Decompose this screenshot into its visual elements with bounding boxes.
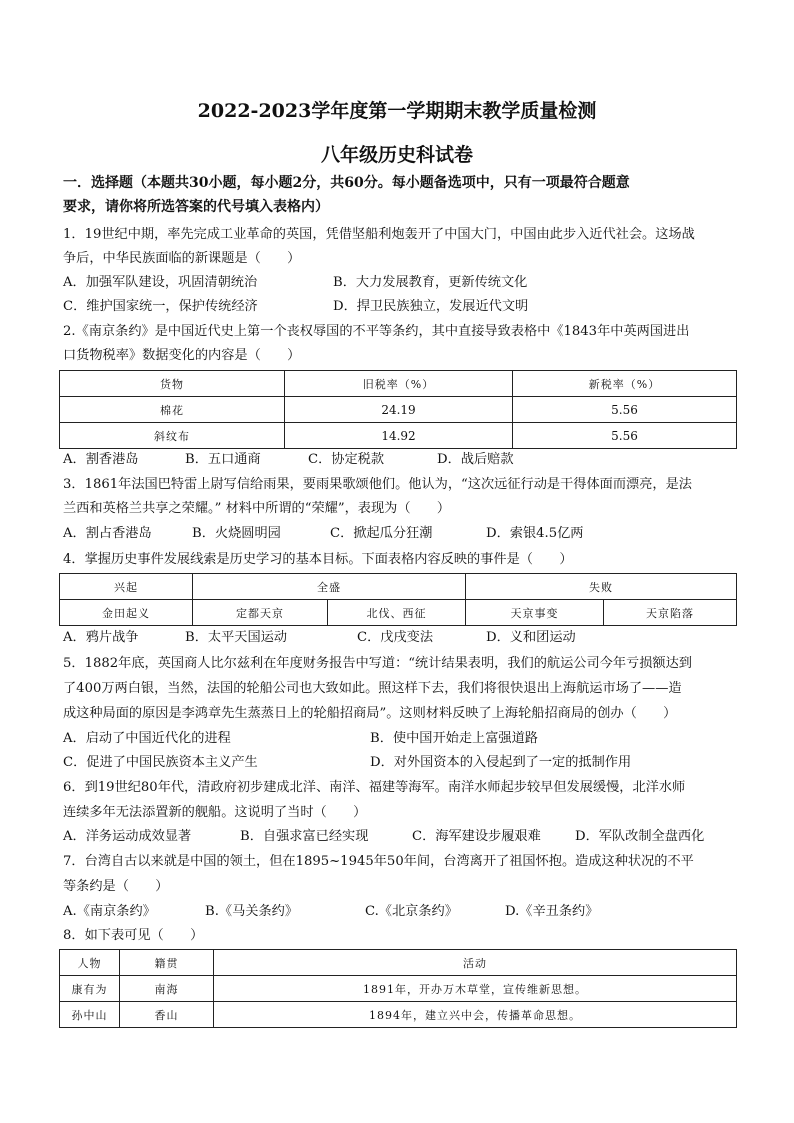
table-header: 货物 bbox=[60, 371, 285, 397]
table-header: 兴起 bbox=[60, 574, 193, 600]
table-header: 新税率（%） bbox=[513, 371, 737, 397]
q6-option-a: A．洋务运动成效显著 bbox=[63, 829, 192, 844]
question-1-stem-cont: 争后，中华民族面临的新课题是（ ） bbox=[63, 251, 301, 266]
table-cell: 南海 bbox=[120, 976, 214, 1002]
q5-option-c: C．促进了中国民族资本主义产生 bbox=[63, 755, 258, 770]
q6-option-d: D．军队改制全盘西化 bbox=[575, 829, 705, 844]
table-cell: 1891年，开办万木草堂，宣传维新思想。 bbox=[214, 976, 737, 1002]
q4-option-a: A．鸦片战争 bbox=[63, 630, 139, 645]
question-6-stem: 6．到19世纪80年代，清政府初步建成北洋、南洋、福建等海军。南洋水师起步较早但发展缓慢，北洋水师 bbox=[63, 780, 686, 795]
q6-option-c: C．海军建设步履艰难 bbox=[412, 829, 541, 844]
question-5-stem-cont: 成这种局面的原因是李鸿章先生蒸蒸日上的轮船招商局”。这则材料反映了上海轮船招商局的创办（ ） bbox=[63, 706, 677, 721]
q3-option-d: D．索银4.5亿两 bbox=[486, 526, 584, 541]
q7-option-a: A.《南京条约》 bbox=[63, 904, 156, 919]
table-cell: 5.56 bbox=[513, 423, 737, 449]
q3-option-b: B．火烧圆明园 bbox=[192, 526, 281, 541]
q4-option-c: C．戊戌变法 bbox=[357, 630, 434, 645]
question-3-stem-cont: 兰西和英格兰共享之荣耀。” 材料中所谓的“荣耀”，表现为（ ） bbox=[63, 501, 451, 516]
exam-subtitle: 八年级历史科试卷 bbox=[320, 144, 473, 166]
table-cell: 5.56 bbox=[513, 397, 737, 423]
q7-option-c: C.《北京条约》 bbox=[365, 904, 458, 919]
table-header: 失败 bbox=[466, 574, 737, 600]
q3-option-c: C．掀起瓜分狂潮 bbox=[330, 526, 433, 541]
q4-option-b: B．太平天国运动 bbox=[185, 630, 288, 645]
q2-option-d: D．战后赔款 bbox=[437, 452, 514, 467]
table-cell: 康有为 bbox=[60, 976, 120, 1002]
q2-option-a: A．割香港岛 bbox=[63, 452, 139, 467]
q5-option-a: A．启动了中国近代化的进程 bbox=[63, 731, 231, 746]
table-cell: 棉花 bbox=[60, 397, 285, 423]
taiping-table bbox=[59, 573, 737, 626]
table-cell: 1894年，建立兴中会，传播革命思想。 bbox=[214, 1002, 737, 1028]
exam-title: 2022-2023学年度第一学期期末教学质量检测 bbox=[197, 100, 597, 122]
question-2-stem: 2.《南京条约》是中国近代史上第一个丧权辱国的不平等条约，其中直接导致表格中《1843年中英两国进出 bbox=[63, 324, 690, 339]
table-cell: 24.19 bbox=[285, 397, 513, 423]
question-7-stem-cont: 等条约是（ ） bbox=[63, 879, 169, 894]
q5-option-d: D．对外国资本的入侵起到了一定的抵制作用 bbox=[370, 755, 632, 770]
question-7-stem: 7．台湾自古以来就是中国的领土，但在1895~1945年50年间，台湾离开了祖国怀抱。造成这种状况的不平 bbox=[63, 854, 694, 869]
table-cell: 天京陷落 bbox=[604, 600, 737, 626]
table-cell: 14.92 bbox=[285, 423, 513, 449]
question-3-stem: 3．1861年法国巴特雷上尉写信给雨果，要雨果歌颂他们。他认为，“这次远征行动是干得体面而漂亮，是法 bbox=[63, 477, 692, 492]
q1-option-d: D．捍卫民族独立，发展近代文明 bbox=[333, 299, 529, 314]
q1-option-c: C．维护国家统一，保护传统经济 bbox=[63, 299, 258, 314]
table-header: 活动 bbox=[214, 950, 737, 976]
question-2-stem-cont: 口货物税率》数据变化的内容是（ ） bbox=[63, 348, 301, 363]
q6-option-b: B．自强求富已经实现 bbox=[240, 829, 369, 844]
reformers-table bbox=[59, 949, 737, 1028]
q2-option-b: B．五口通商 bbox=[185, 452, 261, 467]
table-header: 籍贯 bbox=[120, 950, 214, 976]
tax-rate-table bbox=[59, 370, 737, 449]
table-cell: 北伐、西征 bbox=[328, 600, 466, 626]
q3-option-a: A．割占香港岛 bbox=[63, 526, 152, 541]
table-cell: 天京事变 bbox=[466, 600, 604, 626]
section-heading: 一．选择题（本题共30小题，每小题2分，共60分。每小题备选项中，只有一项最符合题意 bbox=[63, 175, 630, 191]
q1-option-a: A．加强军队建设，巩固清朝统治 bbox=[63, 275, 258, 290]
question-1-stem: 1．19世纪中期，率先完成工业革命的英国，凭借坚船利炮轰开了中国大门，中国由此步入近代社会。这场战 bbox=[63, 227, 695, 242]
question-4-stem: 4．掌握历史事件发展线索是历史学习的基本目标。下面表格内容反映的事件是（ ） bbox=[63, 552, 573, 567]
table-header: 旧税率（%） bbox=[285, 371, 513, 397]
question-5-stem-cont: 了400万两白银，当然，法国的轮船公司也大致如此。照这样下去，我们将很快退出上海航运市场了——造 bbox=[63, 681, 682, 696]
q2-option-c: C．协定税款 bbox=[308, 452, 385, 467]
table-cell: 定都天京 bbox=[193, 600, 328, 626]
table-cell: 孙中山 bbox=[60, 1002, 120, 1028]
q4-option-d: D．义和团运动 bbox=[486, 630, 576, 645]
table-cell: 金田起义 bbox=[60, 600, 193, 626]
question-6-stem-cont: 连续多年无法添置新的舰船。这说明了当时（ ） bbox=[63, 805, 367, 820]
table-header: 全盛 bbox=[193, 574, 466, 600]
question-5-stem: 5．1882年底，英国商人比尔兹利在年度财务报告中写道：“统计结果表明，我们的航运公司今年亏损额达到 bbox=[63, 656, 692, 671]
q7-option-b: B.《马关条约》 bbox=[205, 904, 299, 919]
table-cell: 香山 bbox=[120, 1002, 214, 1028]
table-header: 人物 bbox=[60, 950, 120, 976]
q1-option-b: B．大力发展教育，更新传统文化 bbox=[333, 275, 528, 290]
table-cell: 斜纹布 bbox=[60, 423, 285, 449]
section-heading-cont: 要求，请你将所选答案的代号填入表格内） bbox=[63, 199, 329, 215]
q7-option-d: D.《辛丑条约》 bbox=[505, 904, 599, 919]
question-8-stem: 8．如下表可见（ ） bbox=[63, 928, 204, 943]
q5-option-b: B．使中国开始走上富强道路 bbox=[370, 731, 538, 746]
